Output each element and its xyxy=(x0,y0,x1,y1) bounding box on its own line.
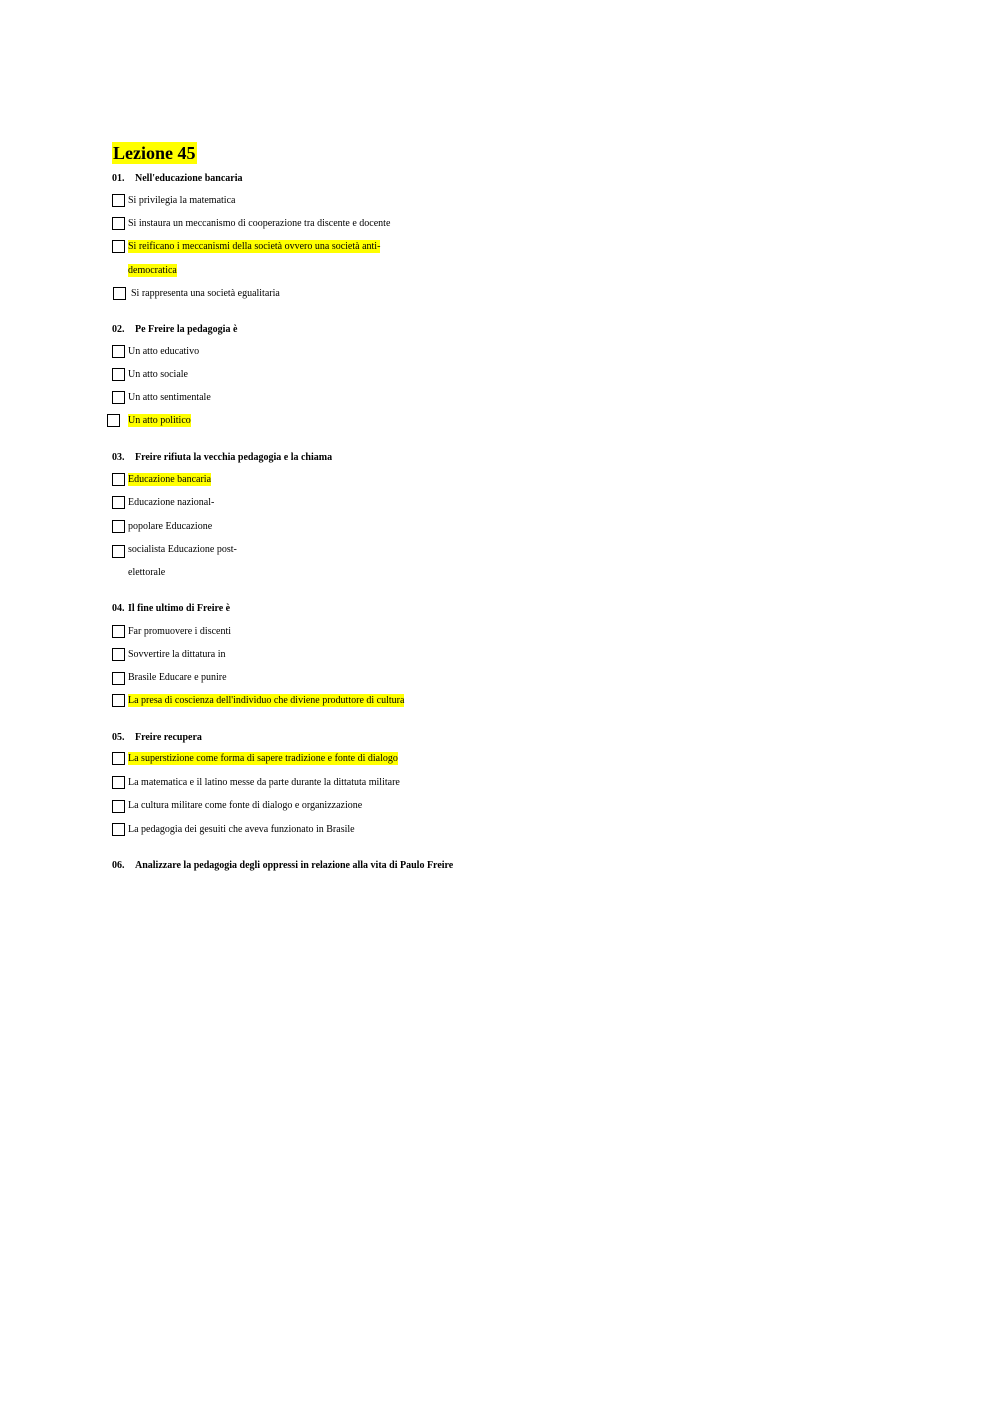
option-label: Educazione nazional- xyxy=(128,497,215,508)
option-label: La matematica e il latino messe da parte durante la dittatuta militare xyxy=(128,777,400,788)
checkbox[interactable] xyxy=(112,473,125,486)
checkbox[interactable] xyxy=(112,800,125,813)
option-label: Si reificano i meccanismi della società ovvero una società anti- xyxy=(128,241,381,252)
option-label: Si instaura un meccanismo di cooperazione tra discente e docente xyxy=(128,218,391,229)
option-label: Brasile Educare e punire xyxy=(128,672,227,683)
question-number: 01. xyxy=(112,173,125,184)
checkbox[interactable] xyxy=(112,345,125,358)
option-label-continuation: democratica xyxy=(128,265,177,276)
question-number: 05. xyxy=(112,732,125,743)
checkbox[interactable] xyxy=(112,217,125,230)
question-number: 03. xyxy=(112,452,125,463)
option-label: socialista Educazione post- xyxy=(128,544,237,555)
question-number: 02. xyxy=(112,324,125,335)
checkbox[interactable] xyxy=(112,496,125,509)
checkbox[interactable] xyxy=(112,694,125,707)
page-title: Lezione 45 xyxy=(113,143,196,163)
option-label: La cultura militare come fonte di dialogo e organizzazione xyxy=(128,800,363,811)
checkbox[interactable] xyxy=(112,545,125,558)
option-label: Si rappresenta una società egualitaria xyxy=(131,288,280,299)
checkbox[interactable] xyxy=(112,672,125,685)
option-label: La pedagogia dei gesuiti che aveva funzionato in Brasile xyxy=(128,824,355,835)
question-header xyxy=(112,731,202,744)
question-text: Il fine ultimo di Freire è xyxy=(128,603,231,614)
checkbox[interactable] xyxy=(107,414,120,427)
option-label: Un atto educativo xyxy=(128,346,200,357)
checkbox[interactable] xyxy=(112,776,125,789)
checkbox[interactable] xyxy=(112,520,125,533)
question-header xyxy=(112,172,243,185)
option-label: Educazione bancaria xyxy=(128,474,212,485)
option-label: La presa di coscienza dell'individuo che diviene produttore di cultura xyxy=(128,695,405,706)
checkbox[interactable] xyxy=(112,648,125,661)
option-label: Un atto politico xyxy=(128,415,191,426)
checkbox[interactable] xyxy=(112,625,125,638)
question-number: 04. xyxy=(112,603,125,614)
question-number: 06. xyxy=(112,860,125,871)
checkbox[interactable] xyxy=(112,391,125,404)
checkbox[interactable] xyxy=(112,823,125,836)
option-label: Si privilegia la matematica xyxy=(128,195,236,206)
question-text: Nell'educazione bancaria xyxy=(135,173,243,184)
option-label: Un atto sentimentale xyxy=(128,392,211,403)
question-header xyxy=(112,602,230,615)
question-text: Pe Freire la pedagogia è xyxy=(135,324,238,335)
question-header xyxy=(112,323,237,336)
option-label-continuation: elettorale xyxy=(128,567,166,578)
question-text: Analizzare la pedagogia degli oppressi in relazione alla vita di Paulo Freire xyxy=(135,860,454,871)
question-header xyxy=(112,859,453,872)
question-text: Freire rifiuta la vecchia pedagogia e la chiama xyxy=(135,452,333,463)
checkbox[interactable] xyxy=(112,368,125,381)
checkbox[interactable] xyxy=(112,194,125,207)
option-label: Sovvertire la dittatura in xyxy=(128,649,226,660)
question-header xyxy=(112,451,332,464)
option-label: Un atto sociale xyxy=(128,369,188,380)
checkbox[interactable] xyxy=(113,287,126,300)
option-label: La superstizione come forma di sapere tradizione e fonte di dialogo xyxy=(128,753,398,764)
option-label: popolare Educazione xyxy=(128,521,213,532)
option-label: Far promuovere i discenti xyxy=(128,626,232,637)
checkbox[interactable] xyxy=(112,752,125,765)
checkbox[interactable] xyxy=(112,240,125,253)
question-text: Freire recupera xyxy=(135,732,202,743)
